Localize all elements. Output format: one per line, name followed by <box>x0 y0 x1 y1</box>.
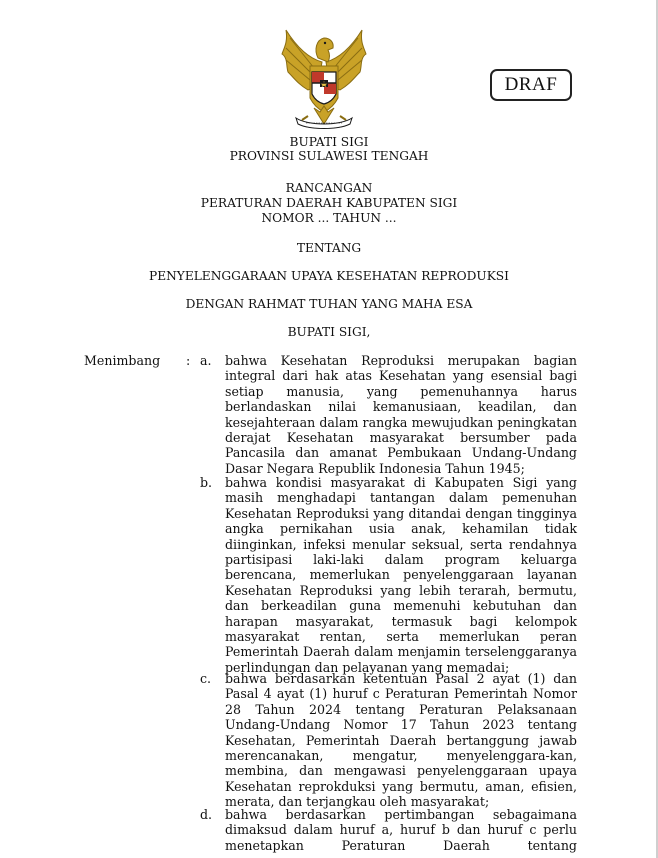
item-letter: d. <box>200 807 213 822</box>
blessing-line: DENGAN RAHMAT TUHAN YANG MAHA ESA <box>185 297 473 311</box>
text-line: merata, dan terjangkau oleh masyarakat; <box>225 794 490 810</box>
text-line: Pancasila dan amanat Pembukaan Undang-Undang <box>225 445 577 461</box>
item-text <box>225 475 577 675</box>
text-line: masyarakat rentan, serta memerlukan peran <box>225 628 577 644</box>
text-line: bahwa kondisi masyarakat di Kabupaten Sigi yang <box>225 475 577 490</box>
regent-comma: BUPATI SIGI, <box>287 325 371 339</box>
item-letter: c. <box>200 671 212 686</box>
draft-badge: DRAF <box>490 69 572 101</box>
text-line: Pasal 4 ayat (1) huruf c Peraturan Pemerintah Nomor <box>225 686 577 702</box>
item-letter: a. <box>200 353 212 368</box>
text-line: 28 Tahun 2024 tentang Peraturan Pelaksanaan <box>225 701 577 717</box>
text-line: Pemerintah Daerah dalam menjamin terselenggaranya <box>225 644 577 660</box>
item-letter: b. <box>200 475 213 490</box>
item-text <box>225 671 577 810</box>
text-line: Undang-Undang Nomor 17 Tahun 2023 tentang <box>225 717 577 733</box>
province-heading: PROVINSI SULAWESI TENGAH <box>229 149 429 163</box>
regulation-subject: PENYELENGGARAAN UPAYA KESEHATAN REPRODUKSI <box>149 269 509 283</box>
text-line: bahwa berdasarkan ketentuan Pasal 2 ayat (1) dan <box>225 671 577 686</box>
text-line: dan berkeadilan guna memenuhi kebutuhan dan <box>225 598 577 614</box>
text-line: dimaksud dalam huruf a, huruf b dan huruf c perlu <box>225 822 577 838</box>
text-line: integral dari hak atas Kesehatan yang esensial bagi <box>225 368 577 384</box>
text-line: partisipasi laki-laki dalam program keluarga <box>225 551 577 567</box>
text-line: Kesehatan, Pemerintah Daerah bertanggung jawab <box>225 732 577 748</box>
text-line: diinginkan, infeksi menular seksual, serta rendahnya <box>225 536 577 552</box>
regulation-title: PERATURAN DAERAH KABUPATEN SIGI <box>200 196 458 210</box>
regent-heading: BUPATI SIGI <box>289 135 369 149</box>
about-word: TENTANG <box>296 241 362 255</box>
considering-label: Menimbang <box>84 353 161 368</box>
text-line: bahwa berdasarkan pertimbangan sebagaimana <box>225 807 577 822</box>
text-line: menetapkan Peraturan Daerah tentang <box>225 837 577 853</box>
text-line: merencanakan, mengatur, menyelenggara-kan, <box>225 747 577 763</box>
text-line: kesejahteraan dalam rangka mewujudkan peningkatan <box>225 414 577 430</box>
text-line: berencana, memerlukan penyelenggaraan layanan <box>225 567 577 583</box>
garuda-pancasila-emblem <box>278 28 370 130</box>
text-line: derajat Kesehatan masyarakat bersumber pada <box>225 429 577 445</box>
text-line: angka pernikahan usia anak, kehamilan tidak <box>225 521 577 537</box>
text-line: Kesehatan Reproduksi yang ditandai dengan tingginya <box>225 505 577 521</box>
text-line: setiap manusia, yang pemenuhannya harus <box>225 383 577 399</box>
text-line: Dasar Negara Republik Indonesia Tahun 1945; <box>225 460 525 476</box>
text-line: berlandaskan nilai kemanusiaan, keadilan, dan <box>225 399 577 415</box>
number-year: NOMOR ... TAHUN ... <box>261 211 397 225</box>
text-line: Kesehatan reprokduksi yang bermutu, aman, efisien, <box>225 778 577 794</box>
text-line: Kesehatan Reproduksi yang lebih terarah, bermutu, <box>225 582 577 598</box>
text-line: masih menghadapi tantangan dalam pemenuhan <box>225 490 577 506</box>
item-text <box>225 353 577 476</box>
item-text <box>225 807 577 853</box>
text-line: membina, dan mengawasi penyelenggaraan upaya <box>225 763 577 779</box>
considering-colon: : <box>186 353 191 368</box>
text-line: bahwa Kesehatan Reproduksi merupakan bagian <box>225 353 577 368</box>
draft-word: RANCANGAN <box>285 181 373 195</box>
text-line: harapan masyarakat, termasuk bagi kelompok <box>225 613 577 629</box>
text-line: perlindungan dan pelayanan yang memadai; <box>225 659 510 675</box>
